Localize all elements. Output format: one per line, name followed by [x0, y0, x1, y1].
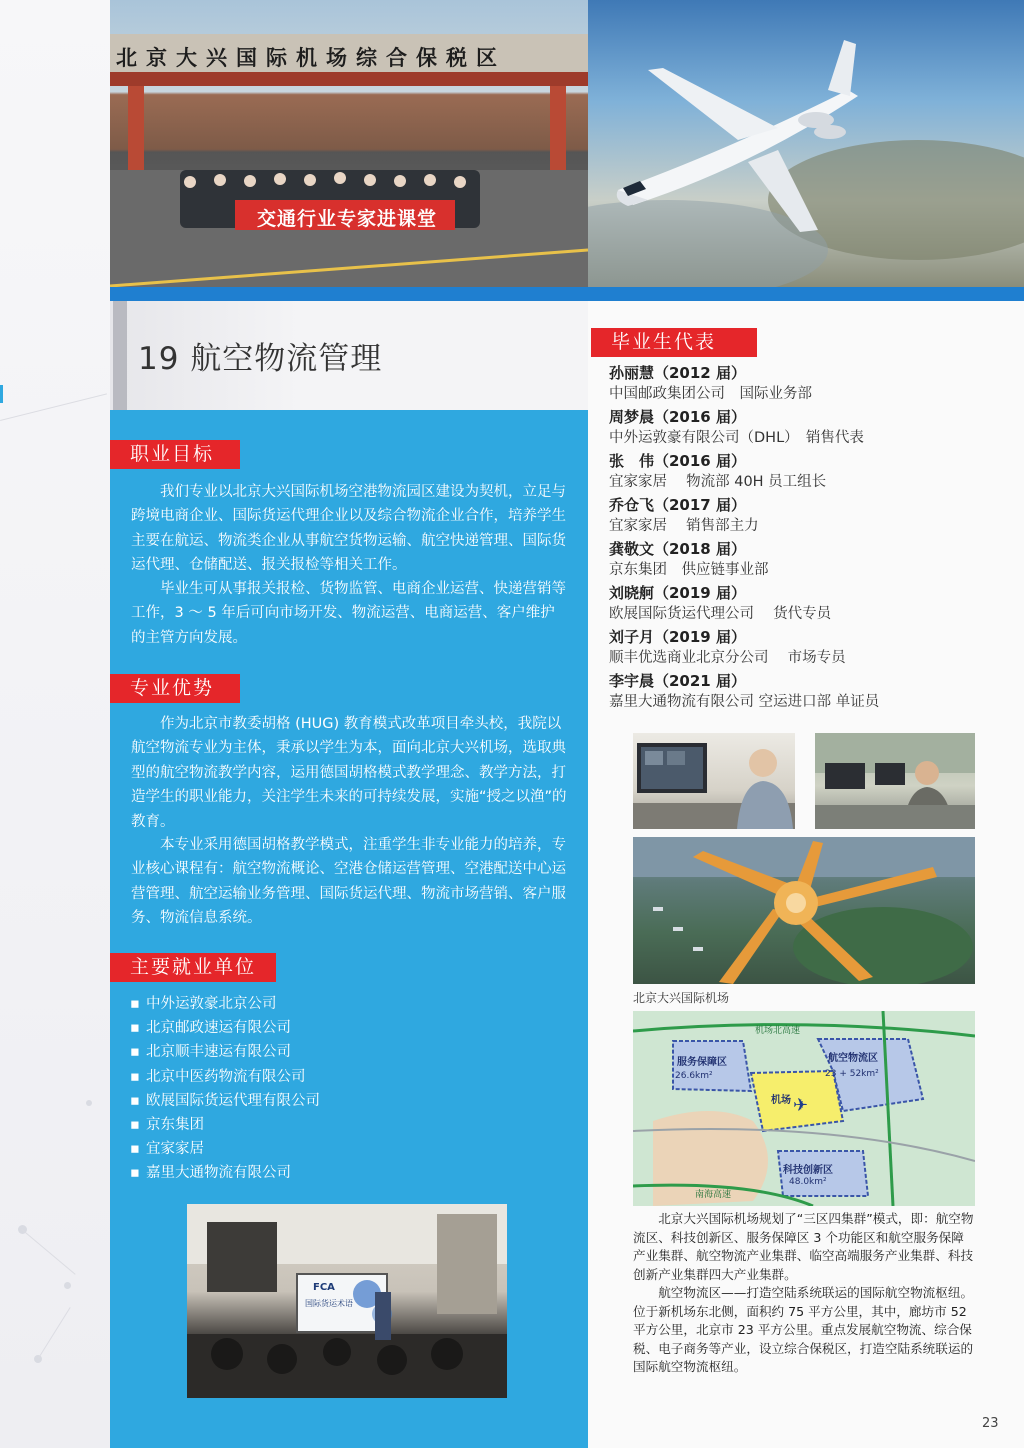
students-group-photo	[110, 0, 588, 287]
bullet-icon: ▪	[130, 1165, 140, 1182]
graduate-org: 嘉里大通物流有限公司 空运进口部 单证员	[609, 694, 880, 710]
employer-item	[130, 1161, 320, 1185]
bullet-icon: ▪	[130, 1092, 140, 1109]
staff-photo-art	[815, 733, 975, 829]
map-label-logistics-zone: 航空物流区	[828, 1053, 878, 1064]
employer-name: 宜家家居	[146, 1141, 204, 1158]
employer-item	[130, 1065, 320, 1089]
graduate-org: 中外运敦豪有限公司（DHL） 销售代表	[609, 430, 864, 446]
graduate-name: 乔仓飞（2017 届）	[609, 496, 746, 514]
employer-name: 中外运敦豪北京公司	[146, 996, 277, 1012]
bullet-icon: ▪	[130, 996, 140, 1012]
section-heading-employers: 主要就业单位	[110, 953, 276, 982]
advantages-paragraph: 本专业采用德国胡格教学模式，注重学生非专业能力的培养，专业核心课程有：航空物流概论、空港仓储运营管理、空港配送中心运营管理、航空运输业务管理、国际货运代理、物流市场营销、客户服务、物流信息系统。	[131, 837, 566, 927]
section-heading-graduates: 毕业生代表	[591, 328, 757, 357]
page-title: 19 航空物流管理	[138, 341, 383, 377]
airport-description: 航空物流区——打造空陆系统联运的国际航空物流枢纽。位于新机场东北侧，面积约 75 平方公里，其中，廊坊市 52 平方公里，北京市 23 平方公里。重点发展航空物流、综合保税、电子商务等产业，设立综合保税区，打造空陆系统联运的国际航空物流枢纽。	[633, 1285, 974, 1375]
airport-zoning-map	[633, 1011, 975, 1206]
employer-item	[130, 1040, 320, 1064]
employer-name: 京东集团	[146, 1117, 204, 1134]
graduate-name: 李宇晨（2021 届）	[609, 672, 746, 690]
graduate-name: 刘晓舸（2019 届）	[609, 584, 746, 602]
airplane-photo	[588, 0, 1024, 287]
staff-photo-art	[633, 733, 795, 829]
employer-item	[130, 992, 320, 1016]
map-label-logistics-area: 23 + 52km²	[825, 1069, 879, 1079]
employer-name: 北京顺丰速运有限公司	[146, 1044, 291, 1061]
graduate-org: 顺丰优选商业北京分公司 市场专员	[609, 650, 846, 666]
classroom-screen-title: FCA	[313, 1282, 335, 1293]
decor-mark	[0, 385, 3, 403]
employer-item	[130, 1089, 320, 1113]
map-label-airport: 机场	[771, 1095, 791, 1106]
graduate-org: 中国邮政集团公司 国际业务部	[609, 386, 812, 402]
airport-terminal-icon	[633, 837, 975, 984]
staff-at-monitors-photo	[633, 733, 795, 829]
employer-name: 欧展国际货运代理有限公司	[146, 1092, 320, 1109]
airport-caption: 北京大兴国际机场	[633, 991, 730, 1005]
airplane-icon: ✈	[793, 1095, 809, 1116]
airplane-icon	[588, 0, 1024, 287]
classroom-screen-subtitle: 国际货运术语	[305, 1299, 353, 1308]
bullet-icon: ▪	[130, 1068, 140, 1085]
section-heading-advantages: 专业优势	[110, 674, 240, 703]
employer-item	[130, 1137, 320, 1161]
decor-dot	[64, 1282, 71, 1289]
map-label-road-north: 机场北高速	[755, 1026, 801, 1036]
employer-name: 北京中医药物流有限公司	[146, 1068, 306, 1085]
banner-text: 交通行业专家进课堂	[256, 208, 437, 230]
graduate-name: 孙丽慧（2012 届）	[609, 364, 746, 382]
top-accent-band	[110, 287, 1024, 301]
decorative-margin	[0, 0, 110, 1448]
employer-item	[130, 1113, 320, 1137]
decor-line	[21, 1229, 75, 1275]
staff-in-office-photo	[815, 733, 975, 829]
advantages-paragraph: 作为北京市教委胡格 (HUG) 教育模式改革项目牵头校，我院以航空物流专业为主体，秉承以学生为本，面向北京大兴机场，选取典型的航空物流教学内容，运用德国胡格模式教学理念、教学方法，打造学生的职业能力，关注学生未来的可持续发展，实施“授之以渔”的教育。	[131, 716, 567, 830]
decor-line	[38, 1307, 71, 1358]
graduate-org: 宜家家居 物流部 40H 员工组长	[609, 474, 827, 490]
graduate-org: 宜家家居 销售部主力	[609, 518, 759, 534]
bullet-icon: ▪	[130, 1141, 140, 1158]
bullet-icon: ▪	[130, 1044, 140, 1061]
decor-dot	[86, 1100, 92, 1106]
title-accent-bar	[113, 301, 127, 410]
employer-item	[130, 1016, 320, 1040]
map-label-tech-zone: 科技创新区	[783, 1165, 833, 1176]
classroom-photo	[187, 1204, 507, 1398]
graduate-name: 周梦晨（2016 届）	[609, 408, 746, 426]
bullet-icon: ▪	[130, 1117, 140, 1134]
decor-line	[0, 393, 107, 421]
graduate-name: 张 伟（2016 届）	[609, 452, 746, 470]
employer-name: 嘉里大通物流有限公司	[146, 1165, 291, 1182]
daxing-airport-aerial-photo	[633, 837, 975, 984]
map-label-road-south: 南海高速	[695, 1190, 732, 1200]
map-label-tech-area: 48.0km²	[789, 1177, 827, 1187]
graduate-name: 龚敬文（2018 届）	[609, 540, 746, 558]
map-label-service-area: 26.6km²	[675, 1071, 713, 1081]
graduate-name: 刘子月（2019 届）	[609, 628, 746, 646]
section-heading-career-goal: 职业目标	[110, 440, 240, 469]
bullet-icon: ▪	[130, 1020, 140, 1037]
employer-list	[130, 992, 320, 1186]
page-number: 23	[982, 1416, 999, 1431]
career-goal-paragraph: 我们专业以北京大兴国际机场空港物流园区建设为契机，立足与跨境电商企业、国际货运代理企业以及综合物流企业合作，培养学生主要在航运、物流类企业从事航空货物运输、航空快递管理、国际货运代理、仓储配送、报关报检等相关工作。	[131, 484, 566, 574]
employer-name: 北京邮政速运有限公司	[146, 1020, 291, 1037]
graduate-org: 欧展国际货运代理公司 货代专员	[609, 606, 832, 622]
airport-description: 北京大兴国际机场规划了“三区四集群”模式，即：航空物流区、科技创新区、服务保障区 3 个功能区和航空服务保障产业集群、航空物流产业集群、临空高端服务产业集群、科技创新产业集群四大产业集群。	[633, 1211, 974, 1282]
graduate-org: 京东集团 供应链事业部	[609, 562, 769, 578]
career-goal-paragraph: 毕业生可从事报关报检、货物监管、电商企业运营、快递营销等工作，3 ～ 5 年后可向市场开发、物流运营、电商运营、客户维护的主管方向发展。	[131, 581, 566, 646]
gate-sign-text: 北京大兴国际机场综合保税区	[116, 46, 506, 70]
map-label-service-zone: 服务保障区	[677, 1057, 727, 1068]
